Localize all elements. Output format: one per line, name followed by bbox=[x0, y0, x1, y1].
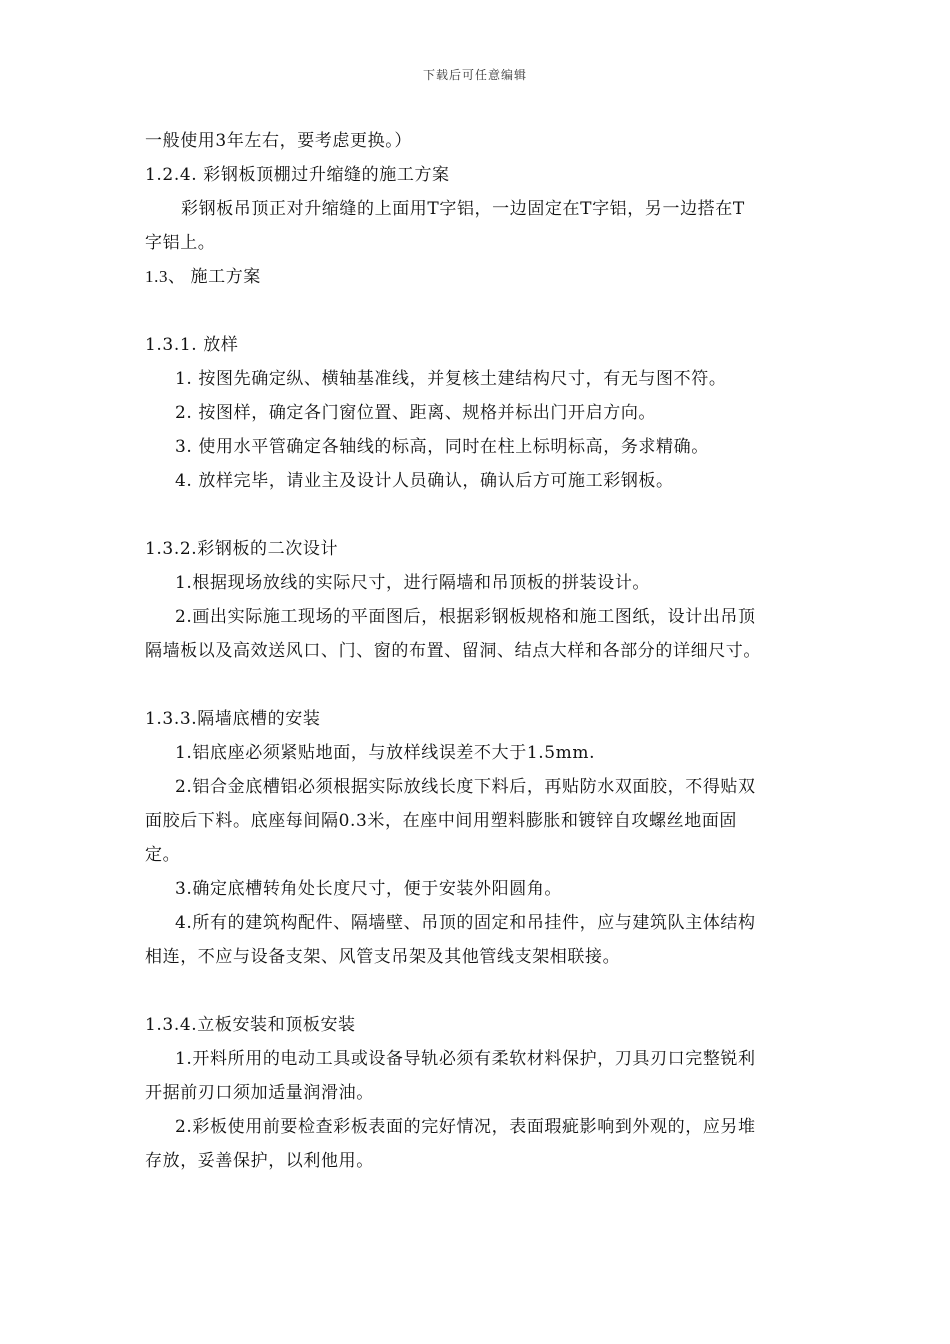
list-item-1-3-4-1-line-1: 1.开料所用的电动工具或设备导轨必须有柔软材料保护，刀具刃口完整锐利 bbox=[175, 1049, 756, 1069]
section-heading-1-3: 1.3、 施工方案 bbox=[145, 267, 261, 286]
paragraph-continuation: 一般使用3年左右，要考虑更换。） bbox=[145, 131, 412, 151]
document-body bbox=[145, 124, 815, 1178]
list-item-1-3-1-2: 2. 按图样，确定各门窗位置、距离、规格并标出门开启方向。 bbox=[175, 403, 657, 423]
page-header: 下载后可任意编辑 bbox=[422, 68, 527, 82]
section-heading-1-3-1: 1.3.1. 放样 bbox=[145, 335, 239, 355]
paragraph-1-2-4-line-1: 彩钢板吊顶正对升缩缝的上面用T字铝，一边固定在T字铝，另一边搭在T bbox=[181, 199, 745, 219]
list-item-1-3-3-1: 1.铝底座必须紧贴地面，与放样线误差不大于1.5mm. bbox=[175, 743, 596, 763]
paragraph-1-2-4-line-2: 字铝上。 bbox=[145, 233, 216, 253]
list-item-1-3-3-4-line-1: 4.所有的建筑构配件、隔墙壁、吊顶的固定和吊挂件，应与建筑队主体结构 bbox=[175, 913, 756, 933]
section-heading-1-3-3: 1.3.3.隔墙底槽的安装 bbox=[145, 709, 321, 729]
list-item-1-3-4-2-line-1: 2.彩板使用前要检查彩板表面的完好情况，表面瑕疵影响到外观的，应另堆 bbox=[175, 1117, 756, 1137]
list-item-1-3-1-1: 1. 按图先确定纵、横轴基准线，并复核土建结构尺寸，有无与图不符。 bbox=[175, 369, 727, 389]
list-item-1-3-2-1: 1.根据现场放线的实际尺寸，进行隔墙和吊顶板的拼装设计。 bbox=[175, 573, 651, 593]
list-item-1-3-3-2-line-1: 2.铝合金底槽铝必须根据实际放线长度下料后，再贴防水双面胶，不得贴双 bbox=[175, 777, 756, 797]
list-item-1-3-4-2-line-2: 存放，妥善保护，以利他用。 bbox=[145, 1151, 374, 1171]
list-item-1-3-3-4-line-2: 相连，不应与设备支架、风管支吊架及其他管线支架相联接。 bbox=[145, 947, 621, 967]
section-heading-1-2-4: 1.2.4. 彩钢板顶棚过升缩缝的施工方案 bbox=[145, 165, 450, 185]
list-item-1-3-2-2-line-1: 2.画出实际施工现场的平面图后，根据彩钢板规格和施工图纸，设计出吊顶 bbox=[175, 607, 756, 627]
list-item-1-3-1-3: 3. 使用水平管确定各轴线的标高，同时在柱上标明标高，务求精确。 bbox=[175, 437, 709, 457]
list-item-1-3-1-4: 4. 放样完毕，请业主及设计人员确认，确认后方可施工彩钢板。 bbox=[175, 471, 674, 491]
section-heading-1-3-2: 1.3.2.彩钢板的二次设计 bbox=[145, 539, 339, 559]
list-item-1-3-4-1-line-2: 开据前刃口须加适量润滑油。 bbox=[145, 1083, 374, 1103]
list-item-1-3-3-3: 3.确定底槽转角处长度尺寸，便于安装外阳圆角。 bbox=[175, 879, 563, 899]
section-heading-1-3-4: 1.3.4.立板安装和顶板安装 bbox=[145, 1015, 356, 1035]
list-item-1-3-2-2-line-2: 隔墙板以及高效送风口、门、窗的布置、留洞、结点大样和各部分的详细尺寸。 bbox=[145, 641, 761, 661]
list-item-1-3-3-2-line-3: 定。 bbox=[145, 845, 181, 865]
list-item-1-3-3-2-line-2: 面胶后下料。底座每间隔0.3米，在座中间用塑料膨胀和镀锌自攻螺丝地面固 bbox=[145, 811, 738, 831]
